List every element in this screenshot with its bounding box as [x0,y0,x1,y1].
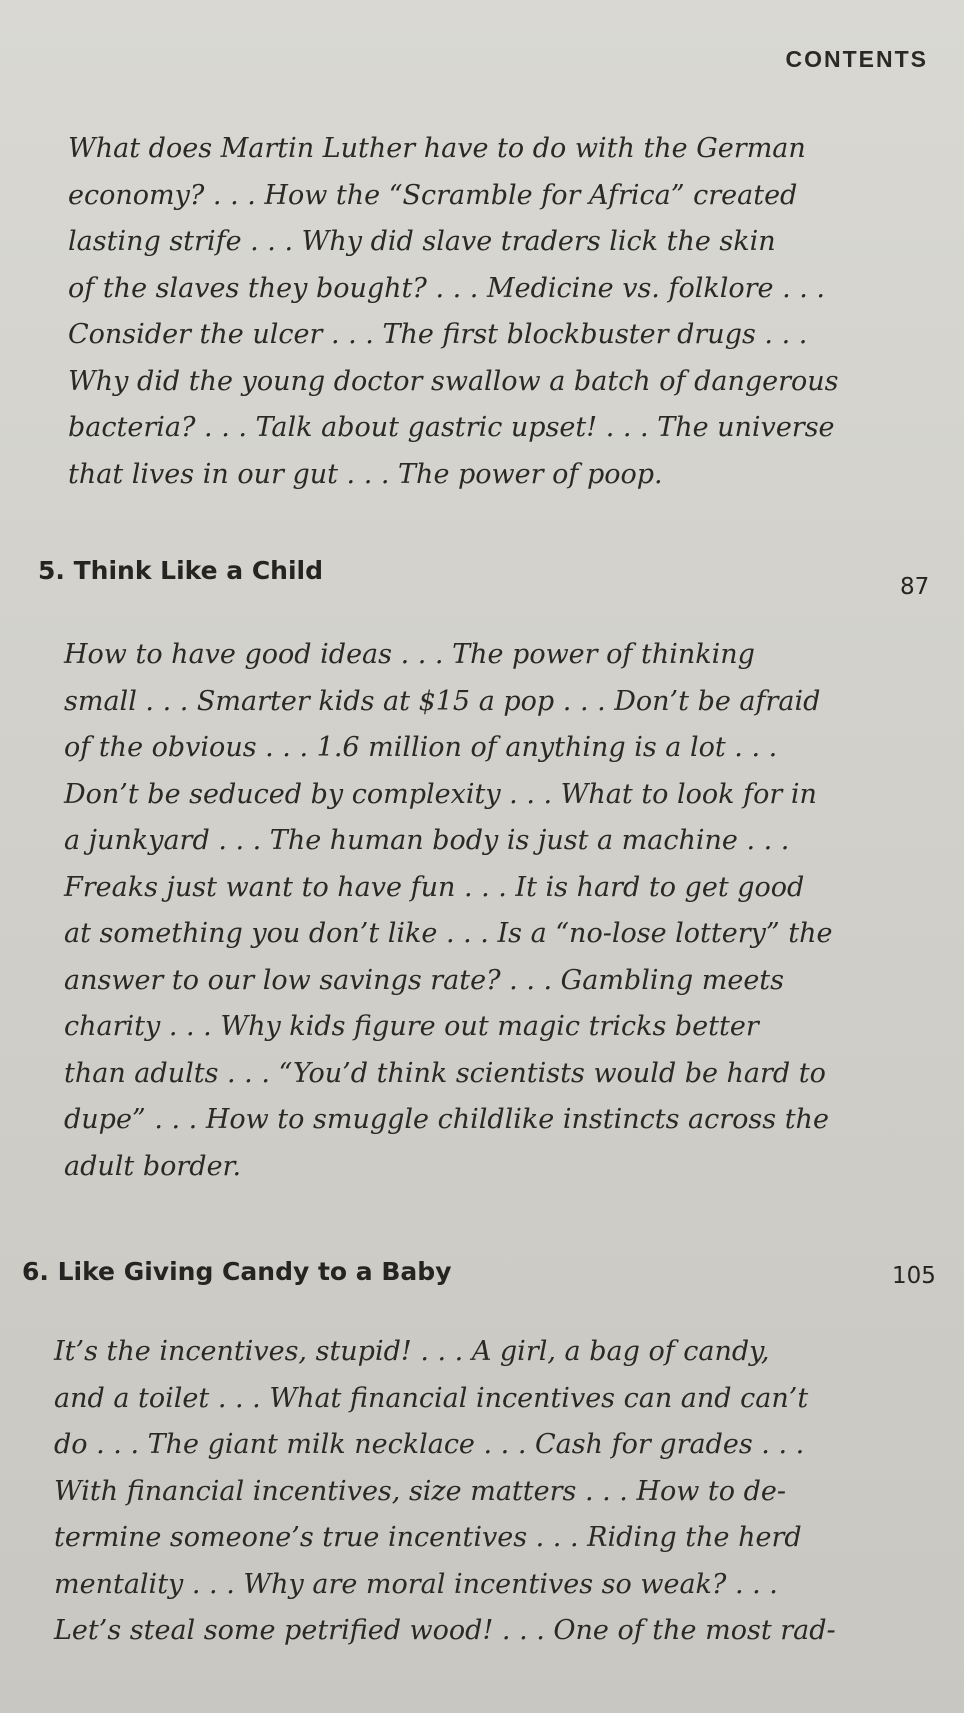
summary-line: What does Martin Luther have to do with the German [68,133,806,164]
summary-line: How to have good ideas . . . The power of thinking [64,639,755,670]
summary-line: Why did the young doctor swallow a batch of dangerous [68,365,839,397]
chapter-4-summary [68,126,848,498]
summary-line: economy? . . . How the “Scramble for Africa” created [68,179,798,211]
chapter-5-page-number: 87 [900,574,930,600]
summary-line: Don’t be seduced by complexity . . . What to look for in [64,778,817,810]
summary-line: bacteria? . . . Talk about gastric upset! . . . The universe [68,412,835,443]
summary-line: a junkyard . . . The human body is just a machine . . . [64,825,790,856]
summary-line: small . . . Smarter kids at $15 a pop . . . Don’t be afraid [64,685,821,717]
summary-line: Let’s steal some petrified wood! . . . One of the most rad- [54,1615,836,1646]
summary-line: that lives in our gut . . . The power of poop. [68,458,663,490]
chapter-6-page-number: 105 [892,1263,936,1289]
summary-line: answer to our low savings rate? . . . Gambling meets [64,964,785,996]
summary-line: charity . . . Why kids figure out magic tricks better [64,1011,759,1042]
summary-line: at something you don’t like . . . Is a “no-lose lottery” the [64,918,833,949]
summary-line: of the obvious . . . 1.6 million of anything is a lot . . . [64,732,778,763]
summary-line: Freaks just want to have fun . . . It is hard to get good [64,871,805,903]
summary-line: adult border. [64,1150,242,1182]
summary-line: than adults . . . “You’d think scientists would be hard to [64,1057,826,1089]
chapter-6-title: 6. Like Giving Candy to a Baby [22,1257,452,1286]
chapter-5-summary [64,632,844,1190]
summary-line: of the slaves they bought? . . . Medicine vs. folklore . . . [68,272,825,304]
chapter-5-title: 5. Think Like a Child [38,556,324,585]
summary-line: It’s the incentives, stupid! . . . A girl, a bag of candy, [54,1336,770,1367]
summary-line: mentality . . . Why are moral incentives so weak? . . . [54,1568,778,1600]
summary-line: Consider the ulcer . . . The first blockbuster drugs . . . [68,319,808,350]
summary-line: termine someone’s true incentives . . . Riding the herd [54,1522,802,1553]
summary-line: With financial incentives, size matters . . . How to de- [54,1475,787,1507]
running-head: CONTENTS [785,46,928,72]
summary-line: dupe” . . . How to smuggle childlike instincts across the [64,1104,829,1135]
summary-line: lasting strife . . . Why did slave traders lick the skin [68,226,776,257]
summary-line: and a toilet . . . What financial incentives can and can’t [54,1382,809,1414]
chapter-6-summary [54,1329,844,1655]
summary-line: do . . . The giant milk necklace . . . Cash for grades . . . [54,1429,805,1460]
